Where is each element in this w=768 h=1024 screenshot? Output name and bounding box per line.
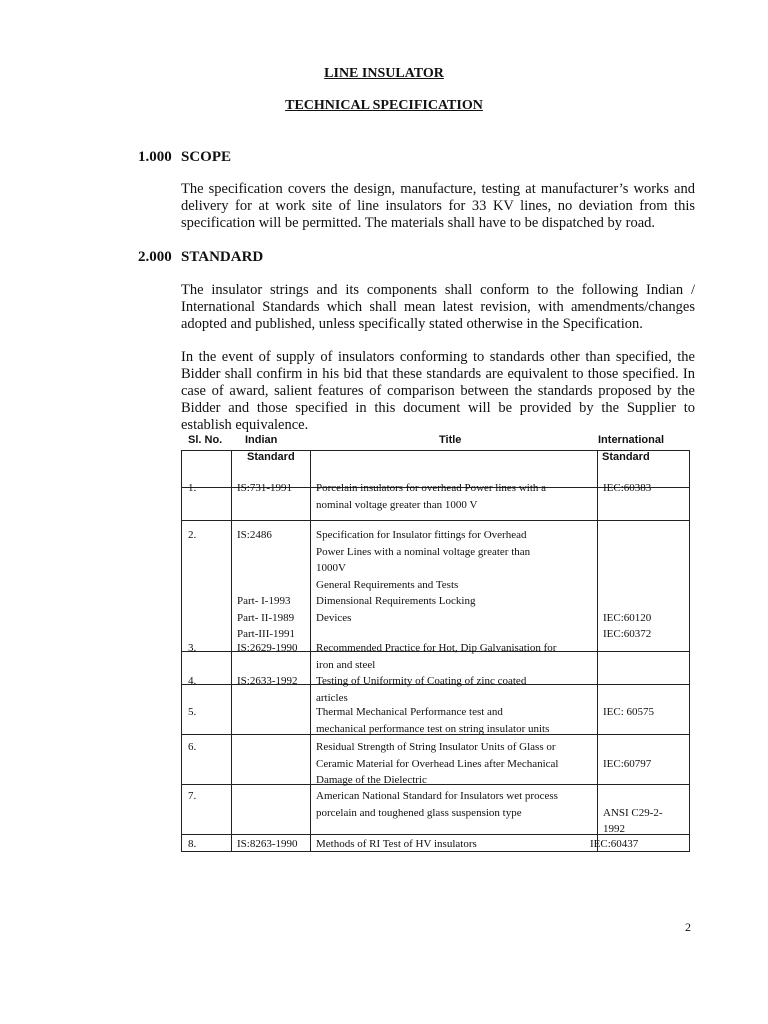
table-cell-title: General Requirements and Tests: [316, 578, 459, 591]
row-divider: [181, 520, 690, 521]
table-cell-international-standard: IEC:60383: [603, 482, 652, 494]
table-cell-indian-standard: Part-III-1991: [237, 628, 296, 640]
table-cell-international-standard: IEC:60437: [590, 838, 639, 850]
header-sl-no: Sl. No.: [188, 434, 223, 446]
table-cell-title: articles: [316, 691, 348, 704]
table-cell-indian-standard: Part- II-1989: [237, 611, 295, 624]
table-cell-international-standard: IEC: 60575: [603, 706, 655, 718]
table-cell-title: Methods of RI Test of HV insulators: [316, 838, 477, 850]
section-heading: SCOPE: [181, 149, 232, 165]
table-cell-sl-no: 4.: [188, 675, 197, 687]
table-cell-title: porcelain and toughened glass suspension type: [316, 806, 522, 819]
table-cell-international-standard: IEC:60120: [603, 611, 652, 624]
table-cell-sl-no: 1.: [188, 482, 197, 494]
header-international: International: [598, 434, 665, 446]
table-cell-sl-no: 7.: [188, 790, 197, 802]
table-cell-international-standard: 1992: [603, 823, 625, 835]
table-cell-sl-no: 8.: [188, 838, 197, 850]
header-indian: Indian: [245, 434, 278, 446]
table-cell-title: Testing of Uniformity of Coating of zinc coated: [316, 675, 527, 687]
table-cell-indian-standard: IS:8263-1990: [237, 838, 298, 850]
table-cell-indian-standard: IS:2629-1990: [237, 642, 298, 654]
table-cell-title: American National Standard for Insulators wet process: [316, 790, 558, 802]
table-cell-title: Recommended Practice for Hot, Dip Galvanisation for: [316, 642, 557, 654]
table-cell-title: nominal voltage greater than 1000 V: [316, 498, 478, 511]
standard-paragraph: The insulator strings and its components shall conform to the following Indian / International Standards which shall mean latest revision, with amendments/changes adopted and published, unless specifically stated otherwise in the Specification.: [181, 282, 695, 332]
table-cell-title: iron and steel: [316, 658, 376, 671]
section-heading: STANDARD: [181, 249, 264, 265]
row-divider: [181, 784, 690, 785]
table-cell-title: Dimensional Requirements Locking: [316, 595, 476, 607]
table-cell-indian-standard: Part- I-1993: [237, 595, 291, 607]
row-divider: [181, 450, 690, 451]
document-subtitle: TECHNICAL SPECIFICATION: [285, 98, 483, 113]
table-cell-title: Ceramic Material for Overhead Lines after Mechanical: [316, 757, 559, 770]
table-cell-title: 1000V: [316, 562, 346, 574]
scope-paragraph: The specification covers the design, manufacture, testing at manufacturer’s works and delivery for at work site of line insulators for 33 KV lines, no deviation from this specification will be permitted. The materials shall have to be dispatched by road.: [181, 181, 695, 231]
document-title: LINE INSULATOR: [324, 66, 444, 81]
table-cell-international-standard: ANSI C29-2-: [603, 806, 663, 819]
section-number: 2.000: [138, 249, 172, 265]
table-cell-international-standard: IEC:60797: [603, 757, 652, 770]
table-cell-sl-no: 6.: [188, 741, 197, 753]
table-cell-title: Power Lines with a nominal voltage greater than: [316, 545, 531, 558]
table-cell-title: Porcelain insulators for overhead Power lines with a: [316, 482, 547, 494]
table-cell-title: Specification for Insulator fittings for Overhead: [316, 529, 527, 541]
table-cell-title: Thermal Mechanical Performance test and: [316, 706, 503, 718]
table-cell-title: Devices: [316, 611, 352, 624]
table-cell-title: Damage of the Dielectric: [316, 774, 427, 786]
table-cell-sl-no: 2.: [188, 529, 197, 541]
table-cell-indian-standard: IS:2633-1992: [237, 675, 298, 687]
table-cell-title: mechanical performance test on string insulator units: [316, 722, 550, 735]
table-cell-international-standard: IEC:60372: [603, 628, 652, 640]
header-indian-standard: Standard: [247, 451, 295, 463]
page-number: 2: [685, 920, 691, 934]
standard-paragraph: In the event of supply of insulators conforming to standards other than specified, the Bidder shall confirm in his bid that these standards are equivalent to those specified. In case of award, salient features of comparison between the standards proposed by the Bidder and those specified in this document will be provided by the Supplier to establish equivalence.: [181, 349, 695, 433]
section-number: 1.000: [138, 149, 172, 165]
header-title: Title: [439, 434, 462, 446]
header-intl-standard: Standard: [602, 451, 650, 463]
table-cell-title: Residual Strength of String Insulator Units of Glass or: [316, 741, 556, 753]
table-cell-sl-no: 5.: [188, 706, 197, 718]
table-cell-indian-standard: IS:731-1991: [237, 482, 292, 494]
table-cell-indian-standard: IS:2486: [237, 529, 272, 541]
table-cell-sl-no: 3.: [188, 642, 197, 654]
